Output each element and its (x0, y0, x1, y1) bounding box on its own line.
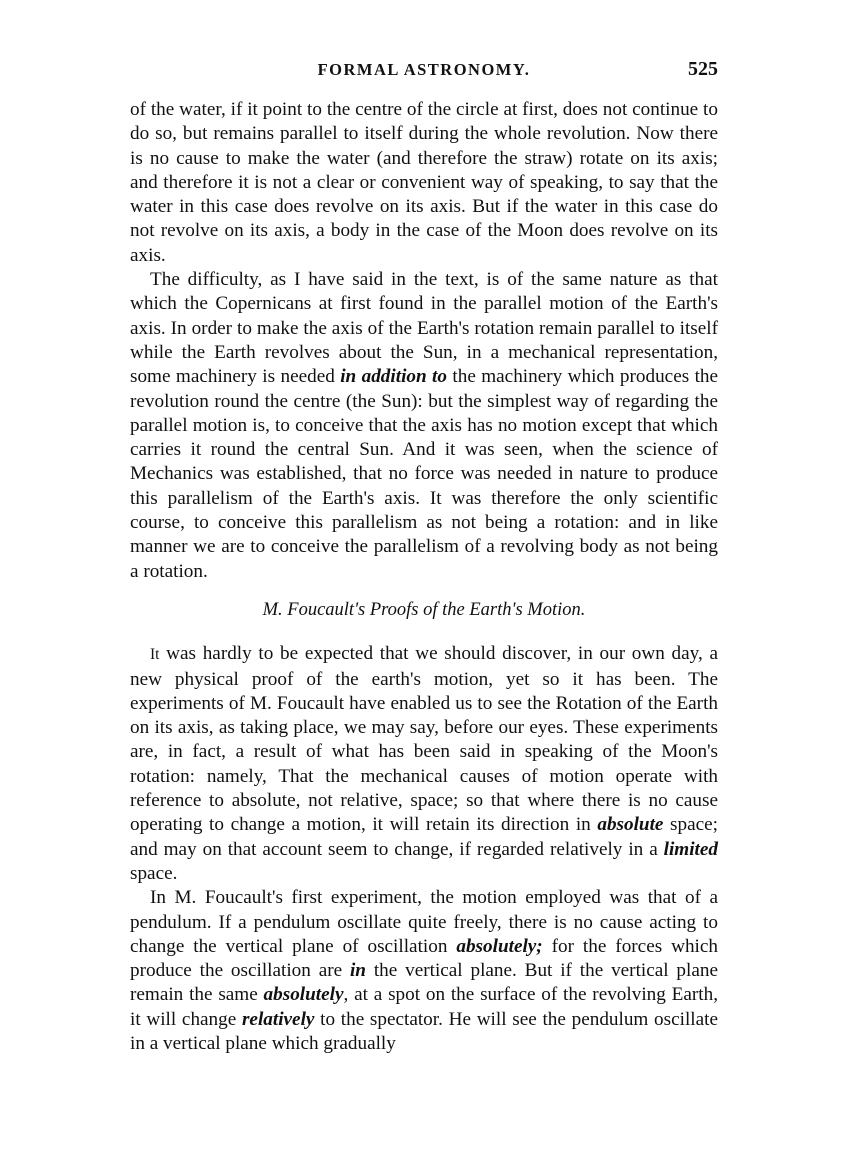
paragraph-4-text-a: In M. Foucault's first experiment, the motion employed was that of a pendulum. If a pendulum oscillate quite freely, there is no cause acting to change the vertical plane of oscillation (130, 887, 718, 957)
paragraph-3-emphasis-limited: limited (663, 838, 718, 860)
running-head (130, 58, 718, 88)
paragraph-4-emphasis-in: in (349, 960, 366, 982)
paragraph-4 (130, 886, 718, 1056)
paragraph-3-lead: It (150, 646, 160, 664)
paragraph-4-emphasis-absolutely-2: absolutely (263, 984, 344, 1006)
paragraph-2 (130, 268, 718, 584)
paragraph-4-text-g: , at a spot on the surface of the revolving Earth, it will change (130, 984, 718, 1030)
paragraph-3-text-e: space. (130, 862, 178, 884)
paragraph-3 (130, 642, 718, 886)
paragraph-2-text-a: The difficulty, as I have said in the text, is of the same nature as that which the Copernicans at first found in the parallel motion of the Earth's axis. In order to make the axis of the Earth's rotation remain parallel to itself while the Earth revolves about the Sun, in a mechanical representation, some machinery is needed (130, 269, 718, 388)
paragraph-4-emphasis-relatively: relatively (241, 1008, 315, 1030)
paragraph-1-text: of the water, if it point to the centre of the circle at first, does not continue to do so, but remains parallel to itself during the whole revolution. Now there is no cause to make the water (and therefore the straw) rotate on its axis; and therefore it is not a clear or convenient way of speaking, to say that the water in this case does revolve on its axis. But if the water in this case do not revolve on its axis, a body in the case of the Moon does revolve on its axis. (130, 99, 718, 266)
paragraph-3-text-a: was hardly to be expected that we should discover, in our own day, a new physical proof of the earth's motion, yet so it has been. The experiments of M. Foucault have enabled us to see the Rotation of the Earth on its axis, as taking place, we may say, before our eyes. These experiments are, in fact, a result of what has been said in speaking of the Moon's rotation: namely, That the mechanical causes of motion operate with reference to absolute, not relative, space; so that where there is no cause operating to change a motion, it will retain its direction in (130, 643, 718, 836)
paragraph-2-text-c: the machinery which produces the revolution round the centre (the Sun): but the simplest way of regarding the parallel motion is, to conceive that the axis has no motion except that which carries it round the central Sun. And it was seen, when the science of Mechanics was established, that no force was needed in nature to produce this parallelism of the Earth's axis. It was therefore the only scientific course, to conceive this parallelism as not being a rotation: and in like manner we are to conceive the parallelism of a revolving body as not being a rotation. (130, 366, 719, 582)
section-heading: M. Foucault's Proofs of the Earth's Motion. (262, 599, 586, 620)
paragraph-4-text-e: the vertical plane. But if the vertical plane remain the same (130, 960, 718, 1006)
paragraph-4-text-c: for the forces which produce the oscillation are (130, 935, 718, 982)
paragraph-2-emphasis: in addition to (340, 366, 447, 388)
paragraph-4-emphasis-absolutely-1: absolutely; (456, 935, 543, 957)
paragraph-3-text-c: space; and may on that account seem to change, if regarded relatively in a (130, 814, 718, 860)
paragraph-4-text-i: to the spectator. He will see the pendulum oscillate in a vertical plane which gradually (130, 1008, 718, 1054)
body-text (130, 98, 718, 1056)
page-number: 525 (688, 58, 718, 80)
running-title: FORMAL ASTRONOMY. (317, 60, 531, 79)
paragraph-1 (130, 98, 718, 268)
paragraph-3-emphasis-absolute: absolute (597, 814, 664, 836)
